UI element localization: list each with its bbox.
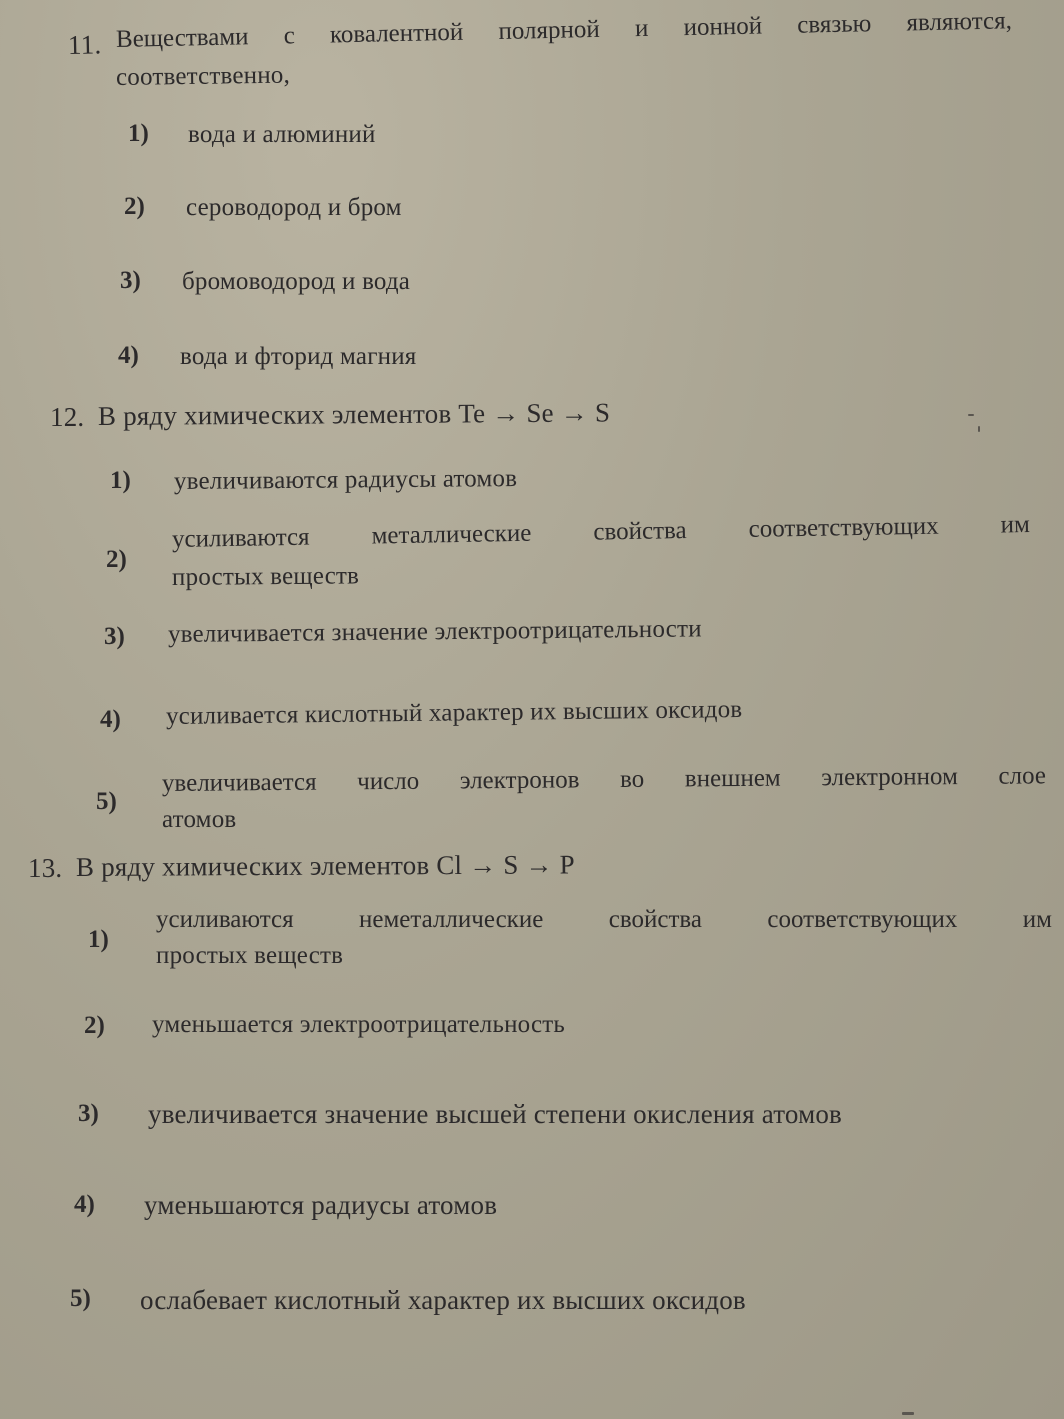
option-text-line2: атомов	[162, 806, 237, 833]
question-text: В ряду химических элементов Cl → S → P	[75, 849, 575, 882]
option-number: 2)	[84, 1012, 105, 1039]
option-text-line1	[162, 762, 1046, 798]
word: и	[634, 14, 649, 43]
option-text-line1	[156, 906, 1052, 934]
word: с	[283, 22, 296, 50]
word: металлические	[371, 519, 532, 550]
word: соответствующих	[767, 906, 958, 933]
question-number: 12.	[50, 402, 85, 432]
option-number: 1)	[128, 120, 149, 147]
option-number: 4)	[100, 706, 121, 733]
word: свойства	[593, 517, 687, 546]
option-text: ослабевает кислотный характер их высших оксидов	[140, 1285, 746, 1315]
question-text: В ряду химических элементов Te → Se → S	[97, 397, 611, 431]
option-text: увеличиваются радиусы атомов	[173, 465, 518, 495]
option-number: 4)	[118, 342, 139, 369]
option-text: вода и фторид магния	[180, 343, 417, 370]
option-text: вода и алюминий	[188, 121, 376, 148]
option-number: 1)	[88, 926, 109, 953]
option-text-line1	[172, 511, 1030, 554]
word: им	[1022, 906, 1052, 933]
word: усиливаются	[156, 906, 294, 933]
word: Веществами	[115, 23, 249, 53]
question-number: 11.	[67, 29, 102, 60]
word: свойства	[608, 906, 702, 933]
stray-mark	[902, 1412, 914, 1415]
option-text: усиливается кислотный характер их высших оксидов	[165, 695, 743, 730]
word: электронном	[821, 763, 958, 792]
word: ковалентной	[329, 18, 464, 49]
option-number: 5)	[70, 1285, 91, 1312]
option-text: увеличивается значение высшей степени окисления атомов	[148, 1099, 842, 1129]
word: электронов	[459, 766, 580, 795]
option-text: уменьшается электроотрицательность	[152, 1011, 566, 1038]
option-number: 3)	[120, 267, 141, 294]
word: усиливаются	[171, 523, 310, 553]
option-number: 3)	[78, 1100, 99, 1127]
option-text-line2: простых веществ	[171, 562, 360, 591]
option-text: увеличивается значение электроотрицательности	[167, 615, 702, 648]
option-number: 1)	[110, 467, 131, 494]
question-number: 13.	[28, 853, 63, 883]
option-number: 2)	[106, 546, 127, 573]
word: являются,	[906, 7, 1013, 37]
word: им	[1000, 511, 1031, 539]
option-text-line2: простых веществ	[156, 942, 344, 969]
word: неметаллические	[359, 906, 544, 933]
option-text: бромоводород и вода	[182, 268, 411, 295]
word: внешнем	[684, 764, 781, 793]
option-number: 4)	[74, 1191, 95, 1218]
word: ионной	[683, 12, 763, 42]
option-number: 2)	[124, 193, 145, 220]
word: увеличивается	[161, 768, 317, 797]
word: соответствующих	[748, 512, 939, 543]
word: во	[619, 765, 645, 794]
word: полярной	[498, 15, 601, 45]
question-text-line2: соответственно,	[115, 61, 291, 91]
option-number: 5)	[96, 788, 117, 815]
option-text: сероводород и бром	[186, 194, 402, 221]
word: число	[357, 767, 420, 796]
stray-mark	[978, 426, 980, 432]
stray-mark	[968, 414, 974, 416]
option-text: уменьшаются радиусы атомов	[144, 1190, 498, 1220]
option-number: 3)	[104, 623, 125, 650]
word: слое	[998, 762, 1047, 790]
word: связью	[796, 10, 872, 39]
question-text-line1	[116, 7, 1012, 54]
